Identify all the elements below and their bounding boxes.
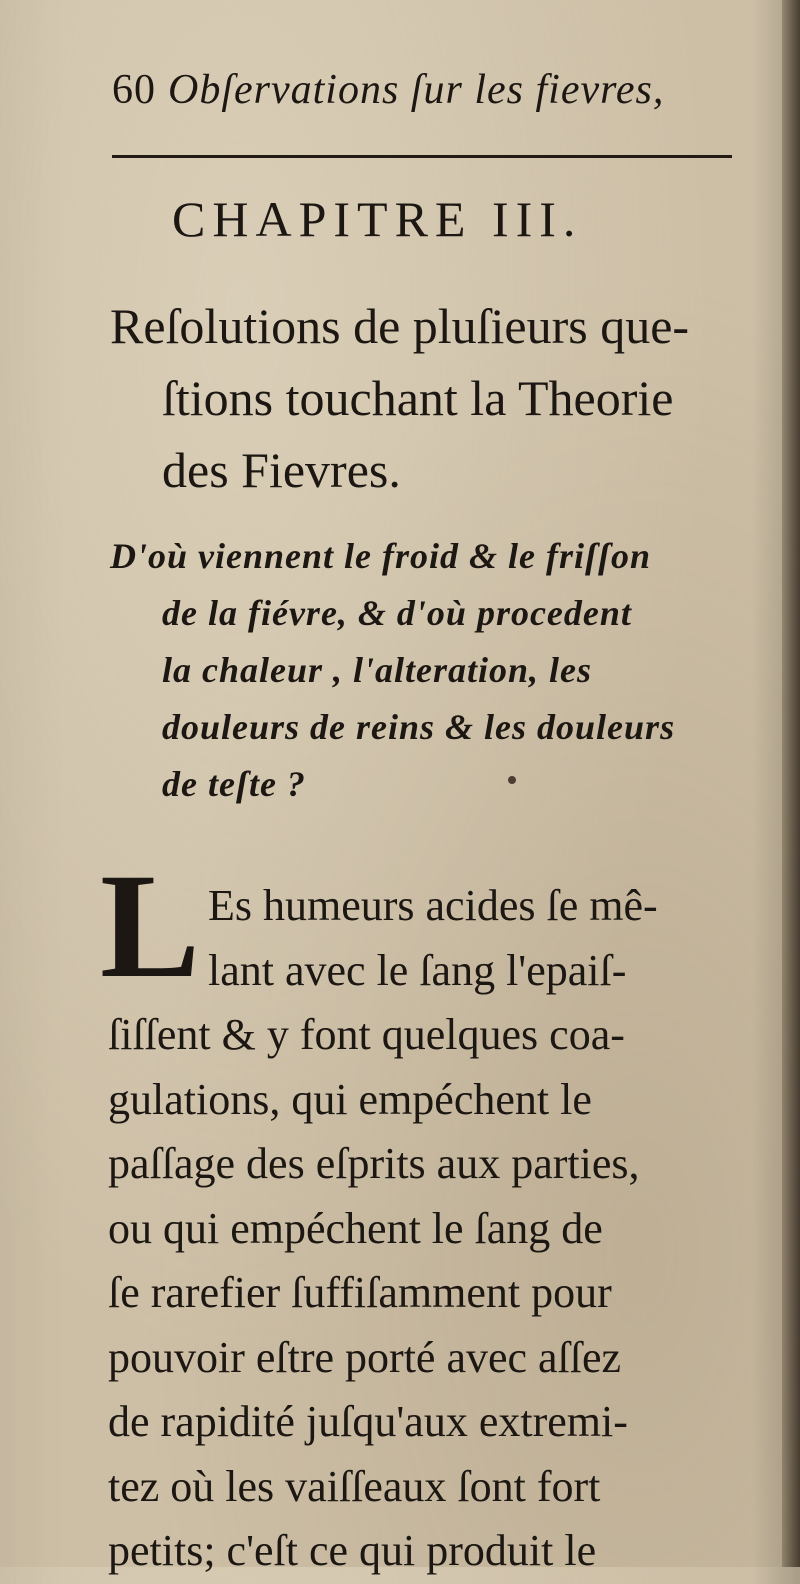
page-number: 60 (112, 67, 156, 113)
body-line: lant avec le ſang l'epaiſ- (208, 945, 627, 995)
page-gutter-shadow (782, 0, 800, 1567)
body-line: paſſage des eſprits aux parties, (108, 1139, 640, 1188)
summary-line: de la fiévre, & d'où procedent (162, 593, 632, 633)
body-line: pouvoir eſtre porté avec aſſez (108, 1332, 622, 1382)
running-head (112, 66, 752, 122)
running-head-title: Obſervations ſur les fievres, (168, 67, 665, 113)
summary-line: D'où viennent le froid & le friſſon (110, 536, 651, 576)
summary-line: douleurs de reins & les douleurs (162, 707, 676, 747)
body-line: ſe rarefier ſuffiſamment pour (108, 1268, 612, 1317)
body-line: Es humeurs acides ſe mê- (208, 881, 658, 930)
body-line: de rapidité juſqu'aux extremi- (108, 1397, 628, 1446)
chapter-title-line: des Fievres. (162, 442, 401, 498)
body-line: ſiſſent & y font quelques coa- (108, 1010, 625, 1059)
body-line: gulations, qui empéchent le (108, 1074, 592, 1124)
summary-line: de teſte ? (162, 764, 306, 804)
chapter-heading: CHAPITRE III. (172, 191, 583, 247)
chapter-title-line: Reſolutions de pluſieurs que- (110, 298, 690, 354)
ink-speck (508, 776, 516, 784)
body-line: petits; c'eſt ce qui produit le (108, 1526, 597, 1575)
summary-line: la chaleur , l'alteration, les (162, 650, 593, 690)
chapter-summary (110, 528, 760, 813)
body-line: ou qui empéchent le ſang de (108, 1203, 603, 1253)
chapter-title (110, 290, 750, 506)
body-line: tez où les vaiſſeaux ſont fort (108, 1461, 601, 1511)
header-rule (112, 155, 732, 158)
chapter-title-line: ſtions touchant la Theorie (162, 370, 674, 426)
body-paragraph (108, 874, 758, 1584)
drop-cap: L (100, 843, 201, 1009)
